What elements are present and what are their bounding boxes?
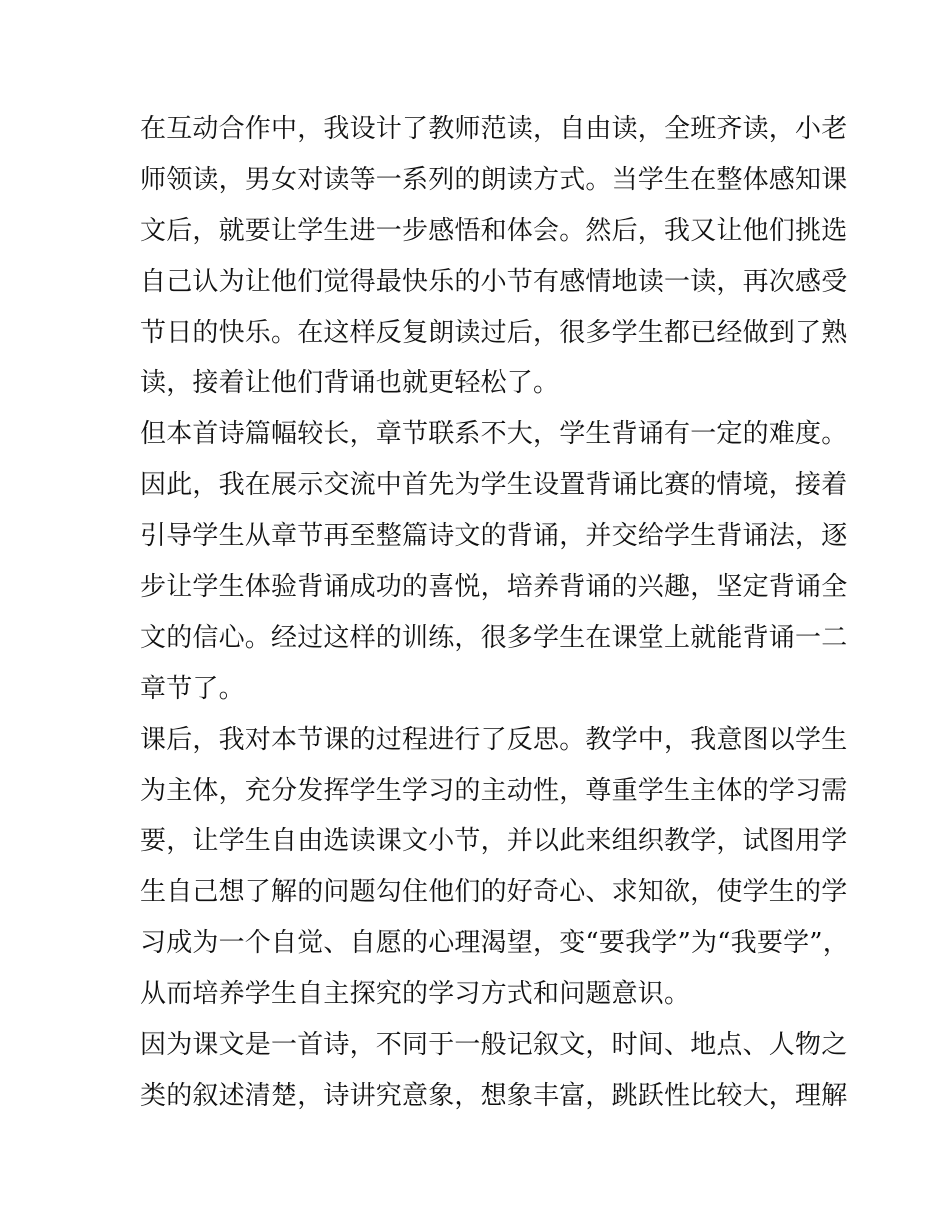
text-line: 课后，我对本节课的过程进行了反思。教学中，我意图以学生	[140, 724, 848, 755]
text-line: 文的信心。经过这样的训练，很多学生在课堂上就能背诵一二	[140, 622, 848, 653]
text-line: 从而培养学生自主探究的学习方式和问题意识。	[140, 979, 691, 1010]
paragraph-recitation	[140, 409, 848, 714]
text-line: 步让学生体验背诵成功的喜悦，培养背诵的兴趣，坚定背诵全	[140, 572, 848, 603]
text-line: 师领读，男女对读等一系列的朗读方式。当学生在整体感知课	[140, 164, 848, 195]
text-line: 因为课文是一首诗，不同于一般记叙文，时间、地点、人物之	[140, 1030, 848, 1061]
text-line: 节日的快乐。在这样反复朗读过后，很多学生都已经做到了熟	[140, 317, 848, 348]
document-page	[140, 104, 849, 1122]
text-line: 因此，我在展示交流中首先为学生设置背诵比赛的情境，接着	[140, 470, 848, 501]
text-line: 为主体，充分发挥学生学习的主动性，尊重学生主体的学习需	[140, 775, 848, 806]
text-line: 自己认为让他们觉得最快乐的小节有感情地读一读，再次感受	[140, 266, 848, 297]
text-line: 但本首诗篇幅较长，章节联系不大，学生背诵有一定的难度。	[140, 419, 848, 450]
text-line: 章节了。	[140, 673, 245, 704]
paragraph-reflection	[140, 715, 849, 1020]
text-line: 生自己想了解的问题勾住他们的好奇心、求知欲，使学生的学	[140, 877, 848, 908]
paragraph-poem-understanding	[140, 1020, 848, 1122]
text-line: 文后，就要让学生进一步感悟和体会。然后，我又让他们挑选	[140, 215, 848, 246]
text-line: 读，接着让他们背诵也就更轻松了。	[140, 368, 560, 399]
text-line: 要，让学生自由选读课文小节，并以此来组织教学，试图用学	[140, 826, 848, 857]
text-line: 类的叙述清楚，诗讲究意象，想象丰富，跳跃性比较大，理解	[140, 1080, 848, 1111]
text-line: 在互动合作中，我设计了教师范读，自由读，全班齐读，小老	[140, 114, 848, 144]
text-line: 习成为一个自觉、自愿的心理渴望，变“要我学”为“我要学”，	[140, 928, 849, 959]
text-line: 引导学生从章节再至整篇诗文的背诵，并交给学生背诵法，逐	[140, 521, 848, 552]
paragraph-interactive-reading	[140, 104, 848, 409]
